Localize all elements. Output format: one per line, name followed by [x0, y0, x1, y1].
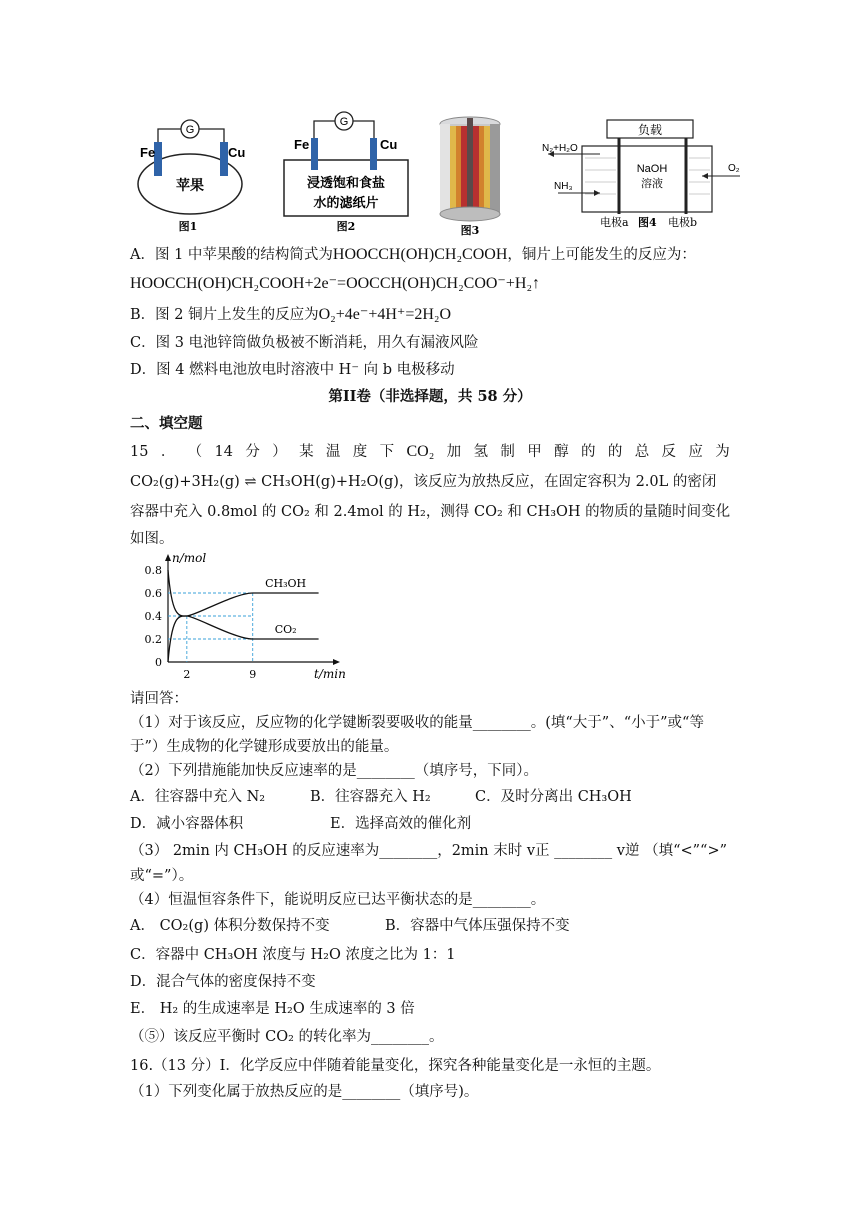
y-tick-label: 0.2 — [144, 633, 162, 646]
q15-p1b: 于”）生成物的化学键形成要放出的能量。 — [130, 739, 399, 755]
figures-row — [130, 110, 750, 240]
q15-p2-option-c: C．及时分离出 CH₃OH — [475, 789, 632, 805]
fig4-in-right: O₂ — [728, 163, 740, 174]
q15-prompt: 请回答： — [130, 691, 188, 707]
x-tick-label: 9 — [249, 668, 257, 681]
q15-p4: （4）恒温恒容条件下，能说明反应已达平衡状态的是________。 — [130, 892, 546, 908]
figure-4 — [542, 120, 740, 229]
fig4-load-label: 负载 — [637, 123, 663, 137]
option-d: D．图 4 燃料电池放电时溶液中 H⁻ 向 b 电极移动 — [130, 362, 455, 378]
q15-p2-option-e: E．选择高效的催化剂 — [330, 816, 472, 832]
q15-chart — [140, 550, 346, 685]
figure-3 — [440, 117, 500, 237]
q15-p4-option-e: E． H₂ 的生成速率是 H₂O 生成速率的 3 倍 — [130, 1001, 415, 1017]
section-heading: 二、填空题 — [130, 415, 203, 432]
fig4-caption: 图4 — [638, 216, 657, 229]
q16-line1: 16.（13 分）I．化学反应中伴随着能量变化，探究各种能量变化是一永恒的主题。 — [130, 1058, 661, 1074]
q15-p4-option-c: C．容器中 CH₃OH 浓度与 H₂O 浓度之比为 1：1 — [130, 947, 456, 963]
q16-line2: （1）下列变化属于放热反应的是________（填序号)。 — [130, 1084, 479, 1100]
option-a-line2: HOOCCH(OH)CH₂COOH+2e⁻=OOCCH(OH)CH₂COO⁻+H₂↑ — [130, 275, 541, 292]
fig2-body-line2: 水的滤纸片 — [313, 196, 379, 211]
option-c: C．图 3 电池锌筒做负极被不断消耗，用久有漏液风险 — [130, 335, 479, 351]
q15-p3b: 或“=”）。 — [130, 868, 194, 884]
q15-p2-option-d: D．减小容器体积 — [130, 816, 244, 832]
q15-line1: 15 ． （ 14 分 ） 某 温 度 下 CO₂ 加 氢 制 甲 醇 的 的 总 反 应 为 — [130, 443, 730, 460]
q15-p2-options-row2 — [130, 814, 472, 834]
fig4-out-left: N₂+H₂O — [542, 143, 578, 154]
y-tick-label: 0.6 — [144, 587, 162, 600]
q15-p4-option-b: B．容器中气体压强保持不变 — [385, 918, 570, 934]
q15-p1a: （1）对于该反应，反应物的化学键断裂要吸收的能量________。(填“大于”、“小于”或“等 — [130, 715, 704, 731]
series-label: CH₃OH — [265, 577, 307, 590]
fig2-fe-label: Fe — [294, 137, 310, 152]
fig1-body-label: 苹果 — [176, 178, 204, 194]
fig1-fe-label: Fe — [140, 145, 156, 160]
fig2-cu-label: Cu — [380, 137, 398, 152]
y-tick-label: 0.8 — [144, 564, 162, 577]
fig2-meter-label: G — [339, 116, 349, 128]
fig3-caption: 图3 — [460, 224, 480, 237]
figure-2 — [284, 112, 408, 233]
q15-p2-option-b: B．往容器充入 H₂ — [310, 789, 431, 805]
q15-p2-options-row1 — [130, 787, 632, 807]
q15-p3a: （3） 2min 内 CH₃OH 的反应速率为________，2min 末时 v正 ________ v逆 （填“<”“>” — [130, 843, 728, 859]
fig4-electrode-b: 电极b — [668, 216, 698, 229]
fig4-solution-line1: NaOH — [636, 163, 668, 175]
q15-p5: （⑤）该反应平衡时 CO₂ 的转化率为________。 — [130, 1029, 444, 1045]
section-title: 第II卷（非选择题，共 58 分） — [328, 388, 532, 405]
q15-p4-options-row1 — [130, 916, 570, 936]
q15-p4-option-a: A． CO₂(g) 体积分数保持不变 — [130, 918, 330, 934]
fig2-caption: 图2 — [336, 220, 356, 233]
q15-line4: 如图。 — [130, 531, 174, 547]
fig1-caption: 图1 — [178, 220, 198, 233]
q15-p4-option-d: D．混合气体的密度保持不变 — [130, 974, 316, 990]
figure-1 — [138, 120, 245, 233]
y-tick-label: 0.4 — [144, 610, 162, 623]
q15-line2: CO₂(g)+3H₂(g) ⇌ CH₃OH(g)+H₂O(g)，该反应为放热反应，在固定容积为 2.0L 的密闭 — [130, 474, 717, 490]
q15-line3: 容器中充入 0.8mol 的 CO₂ 和 2.4mol 的 H₂，测得 CO₂ 和 CH₃OH 的物质的量随时间变化 — [130, 504, 731, 520]
x-tick-label: 2 — [183, 668, 191, 681]
y-axis-label: n/mol — [172, 551, 207, 565]
fig4-in-left: NH₃ — [554, 181, 573, 192]
x-axis-arrow — [333, 659, 340, 665]
fig1-cu-label: Cu — [228, 145, 246, 160]
option-b: B．图 2 铜片上发生的反应为O₂+4e⁻+4H⁺=2H₂O — [130, 306, 452, 323]
q15-p2-option-a: A．往容器中充入 N₂ — [130, 789, 266, 805]
series-label: CO₂ — [274, 623, 297, 636]
q15-p2: （2）下列措施能加快反应速率的是________（填序号，下同）。 — [130, 763, 538, 779]
fig1-meter-label: G — [185, 124, 195, 136]
fig2-body-line1: 浸透饱和食盐 — [306, 176, 386, 191]
option-a-line1: A．图 1 中苹果酸的结构简式为HOOCCH(OH)CH₂COOH，铜片上可能发生的反应为： — [130, 246, 696, 263]
x-axis-label: t/min — [314, 667, 346, 681]
fig4-electrode-a: 电极a — [600, 216, 629, 229]
y-axis-arrow — [165, 554, 171, 561]
y-tick-label: 0 — [155, 656, 162, 669]
fig4-solution-line2: 溶液 — [641, 177, 663, 190]
